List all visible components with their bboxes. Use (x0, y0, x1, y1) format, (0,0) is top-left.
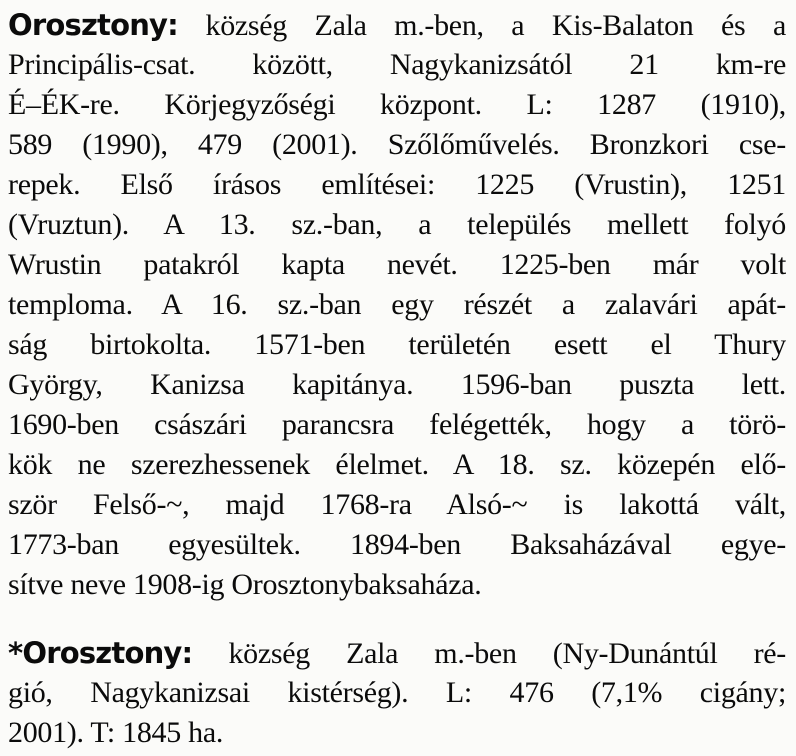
text-line: sítve neve 1908-ig Orosztonybaksaháza. (8, 568, 482, 601)
text-line: (Vruztun). A 13. sz.-ban, a település mellett folyó (8, 208, 786, 241)
text-line (8, 5, 786, 45)
text-line: Wrustin patakról kapta nevét. 1225-ben már volt (8, 248, 786, 281)
text-line: kök ne szerezhessenek élelmet. A 18. sz. közepén elő- (8, 448, 786, 481)
dictionary-entry-orosztony-statistical (8, 633, 786, 753)
text-line: temploma. A 16. sz.-ban egy részét a zalavári apát- (8, 288, 786, 321)
text-line-content: község Zala m.-ben (Ny-Dunántúl ré- (192, 637, 786, 670)
text-line: ság birtokolta. 1571-ben területén esett el Thury (8, 328, 786, 361)
text-line: repek. Első írásos említései: 1225 (Vrustin), 1251 (8, 168, 786, 201)
text-line: Principális-csat. között, Nagykanizsától 21 km-re (8, 48, 786, 81)
entry-headword: Orosztony: (8, 8, 178, 42)
text-line: 1773-ban egyesültek. 1894-ben Baksaházával egye- (8, 528, 786, 561)
text-line: 1690-ben császári parancsra felégették, hogy a törö- (8, 408, 786, 441)
text-line: gió, Nagykanizsai kistérség). L: 476 (7,1% cigány; (8, 676, 786, 709)
text-line: György, Kanizsa kapitánya. 1596-ban puszta lett. (8, 368, 786, 401)
text-line (8, 633, 786, 673)
text-line: 589 (1990), 479 (2001). Szőlőművelés. Bronzkori cse- (8, 128, 786, 161)
text-line: É–ÉK-re. Körjegyzőségi központ. L: 1287 (1910), (8, 88, 786, 121)
text-line-content: község Zala m.-ben, a Kis-Balaton és a (177, 9, 786, 42)
text-line: 2001). T: 1845 ha. (8, 716, 224, 749)
dictionary-entry-orosztony (8, 5, 786, 605)
entry-headword: *Orosztony: (8, 636, 193, 670)
text-line: ször Felső-~, majd 1768-ra Alsó-~ is lakottá vált, (8, 488, 786, 521)
